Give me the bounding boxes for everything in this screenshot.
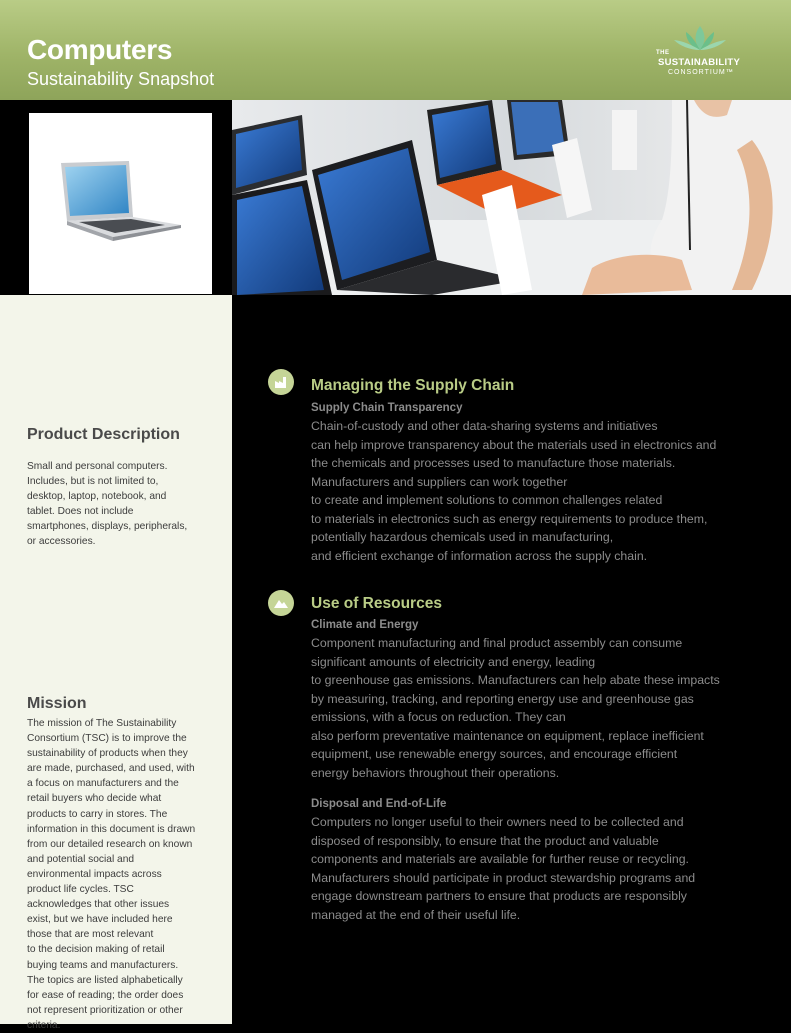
page-title: Computers <box>27 34 173 65</box>
mission-line: are made, purchased, and used, with <box>27 763 195 775</box>
mission-line: information in this document is drawn <box>27 823 196 835</box>
supply-chain-line: can help improve transparency about the materials used in electronics and <box>311 437 717 452</box>
climate-energy-line: also perform preventative maintenance on equipment, replace inefficient <box>311 728 704 743</box>
climate-energy-line: by measuring, tracking, and reporting energy use and greenhouse gas <box>311 691 694 706</box>
mission-line: products to carry in stores. The <box>27 808 168 820</box>
mission-heading: Mission <box>27 695 87 712</box>
mission-line: a focus on manufacturers and the <box>27 778 179 790</box>
mission-line: environmental impacts across <box>27 868 162 880</box>
supply-chain-line: to materials in electronics such as energy requirements to produce them, <box>311 511 708 526</box>
product-description-heading: Product Description <box>27 426 180 443</box>
supply-chain-line: the chemicals and processes used to manufacture those materials. <box>311 456 676 470</box>
product-description-line: tablet. Does not include <box>27 506 134 518</box>
climate-energy-line: significant amounts of electricity and energy, leading <box>311 654 596 669</box>
disposal-line: managed at the end of their useful life. <box>311 907 521 922</box>
factory-icon <box>268 369 294 395</box>
supply-chain-line: and efficient exchange of information across the supply chain. <box>311 548 648 563</box>
section-title-supply-chain: Managing the Supply Chain <box>311 377 515 394</box>
mission-line: retail buyers who decide what <box>27 793 162 805</box>
mission-line: sustainability of products when they <box>27 748 188 760</box>
mission-line: for ease of reading; the order does <box>27 989 184 1001</box>
mission-text <box>27 716 209 1033</box>
store-scene-image <box>232 100 791 295</box>
climate-energy-line: to greenhouse gas emissions. Manufacturers can help abate these impacts <box>311 673 720 687</box>
laptop-product-image <box>29 113 212 294</box>
logo-text-consortium: CONSORTIUM™ <box>668 69 734 76</box>
product-description-text <box>27 459 209 550</box>
mission-line: The mission of The Sustainability <box>27 718 177 729</box>
header-banner <box>0 0 791 100</box>
product-description-line: smartphones, displays, peripherals, <box>27 521 188 533</box>
subsection-disposal-end-of-life: Disposal and End-of-Life <box>311 798 447 810</box>
page-subtitle: Sustainability Snapshot <box>27 69 215 89</box>
subsection-supply-chain-transparency: Supply Chain Transparency <box>311 402 463 414</box>
disposal-line: engage downstream partners to ensure that products are responsibly <box>311 889 687 903</box>
mission-line: product life cycles. TSC <box>27 884 134 896</box>
climate-energy-line: equipment, use renewable energy sources, and encourage efficient <box>311 747 678 761</box>
subsection-climate-energy: Climate and Energy <box>311 619 419 631</box>
climate-energy-line: Component manufacturing and final product assembly can consume <box>311 636 683 650</box>
disposal-line: Manufacturers should participate in product stewardship programs and <box>311 870 696 885</box>
laptop-store-photo <box>232 100 791 295</box>
mission-line: criteria. <box>27 1019 61 1031</box>
supply-chain-line: Manufacturers and suppliers can work together <box>311 474 568 489</box>
product-description-line: Small and personal computers. <box>27 461 168 472</box>
disposal-line: Computers no longer useful to their owners need to be collected and <box>311 815 684 829</box>
mission-line: buying teams and manufacturers. <box>27 959 179 971</box>
mission-line: exist, but we have included here <box>27 914 173 926</box>
mountain-icon <box>268 590 294 616</box>
mission-line: acknowledges that other issues <box>27 899 170 911</box>
product-description-line: desktop, laptop, notebook, and <box>27 491 167 503</box>
supply-chain-line: potentially hazardous chemicals used in manufacturing, <box>311 530 614 544</box>
supply-chain-line: Chain-of-custody and other data-sharing systems and initiatives <box>311 419 658 433</box>
section-title-use-of-resources: Use of Resources <box>311 595 442 612</box>
disposal-line: components and materials are available for further reuse or recycling. <box>311 852 689 866</box>
mission-line: those that are most relevant <box>27 929 154 941</box>
product-description-line: or accessories. <box>27 536 96 548</box>
climate-energy-line: emissions, with a focus on reduction. They can <box>311 710 566 724</box>
laptop-icon <box>57 159 185 243</box>
logo-text-the: THE <box>656 50 670 56</box>
mission-line: to the decision making of retail <box>27 944 165 956</box>
mission-line: not represent prioritization or other <box>27 1004 183 1016</box>
lotus-icon <box>672 24 728 52</box>
mission-line: Consortium (TSC) is to improve the <box>27 733 187 745</box>
supply-chain-line: to create and implement solutions to common challenges related <box>311 493 663 507</box>
consortium-logo <box>654 24 746 80</box>
logo-text-sustainability: SUSTAINABILITY <box>658 57 741 68</box>
mission-line: from our detailed research on known <box>27 838 193 850</box>
product-description-line: Includes, but is not limited to, <box>27 476 159 488</box>
left-info-panel <box>0 295 232 1031</box>
left-column <box>0 100 232 1031</box>
mission-line: The topics are listed alphabetically <box>27 974 183 986</box>
mission-line: and potential social and <box>27 853 135 865</box>
disposal-line: disposed of responsibly, to ensure that the product and valuable <box>311 833 659 848</box>
climate-energy-line: energy behaviors throughout their operations. <box>311 765 560 780</box>
